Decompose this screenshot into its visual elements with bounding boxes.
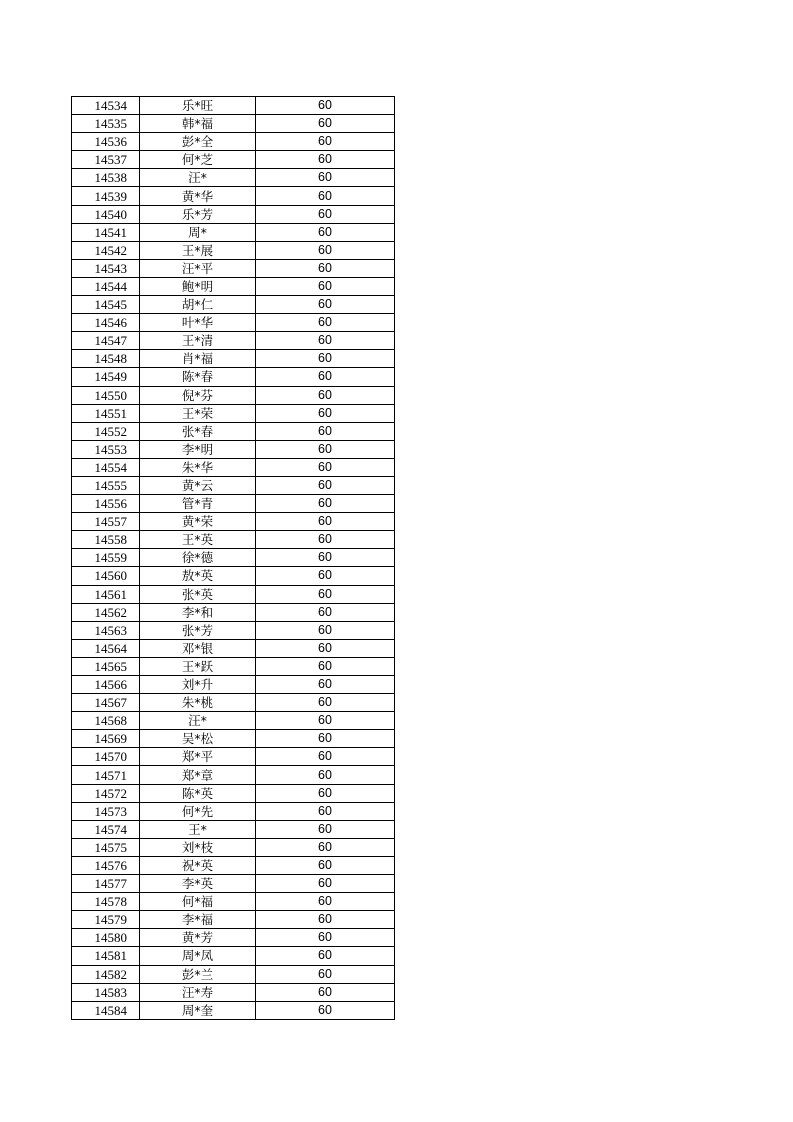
value-cell: 60 bbox=[256, 549, 395, 567]
name-cell: 朱*桃 bbox=[140, 694, 256, 712]
table-row bbox=[72, 875, 395, 893]
name-cell: 王*清 bbox=[140, 332, 256, 350]
name-cell: 朱*华 bbox=[140, 458, 256, 476]
row-id-cell: 14542 bbox=[72, 241, 140, 259]
name-cell: 张*英 bbox=[140, 585, 256, 603]
name-cell: 彭*全 bbox=[140, 133, 256, 151]
table-row bbox=[72, 820, 395, 838]
value-cell: 60 bbox=[256, 694, 395, 712]
value-cell: 60 bbox=[256, 386, 395, 404]
row-id-cell: 14569 bbox=[72, 730, 140, 748]
table-row bbox=[72, 657, 395, 675]
name-cell: 何*先 bbox=[140, 802, 256, 820]
table-row bbox=[72, 929, 395, 947]
table-row bbox=[72, 856, 395, 874]
name-cell: 陈*春 bbox=[140, 368, 256, 386]
value-cell: 60 bbox=[256, 115, 395, 133]
value-cell: 60 bbox=[256, 965, 395, 983]
value-cell: 60 bbox=[256, 133, 395, 151]
name-cell: 黄*华 bbox=[140, 187, 256, 205]
table-row bbox=[72, 784, 395, 802]
table-row bbox=[72, 151, 395, 169]
name-cell: 刘*升 bbox=[140, 676, 256, 694]
name-cell: 李*英 bbox=[140, 875, 256, 893]
row-id-cell: 14548 bbox=[72, 350, 140, 368]
row-id-cell: 14534 bbox=[72, 97, 140, 115]
value-cell: 60 bbox=[256, 495, 395, 513]
row-id-cell: 14554 bbox=[72, 458, 140, 476]
value-cell: 60 bbox=[256, 983, 395, 1001]
row-id-cell: 14562 bbox=[72, 603, 140, 621]
value-cell: 60 bbox=[256, 802, 395, 820]
name-cell: 韩*福 bbox=[140, 115, 256, 133]
value-cell: 60 bbox=[256, 929, 395, 947]
value-cell: 60 bbox=[256, 476, 395, 494]
value-cell: 60 bbox=[256, 856, 395, 874]
row-id-cell: 14536 bbox=[72, 133, 140, 151]
value-cell: 60 bbox=[256, 1001, 395, 1019]
name-cell: 郑*章 bbox=[140, 766, 256, 784]
row-id-cell: 14567 bbox=[72, 694, 140, 712]
name-cell: 王*跃 bbox=[140, 657, 256, 675]
value-cell: 60 bbox=[256, 621, 395, 639]
table-row bbox=[72, 277, 395, 295]
value-cell: 60 bbox=[256, 639, 395, 657]
value-cell: 60 bbox=[256, 97, 395, 115]
name-cell: 周*凤 bbox=[140, 947, 256, 965]
value-cell: 60 bbox=[256, 332, 395, 350]
table-row bbox=[72, 983, 395, 1001]
name-cell: 邓*银 bbox=[140, 639, 256, 657]
table-row bbox=[72, 531, 395, 549]
table-row bbox=[72, 440, 395, 458]
table-row bbox=[72, 676, 395, 694]
table-row bbox=[72, 241, 395, 259]
value-cell: 60 bbox=[256, 404, 395, 422]
row-id-cell: 14544 bbox=[72, 277, 140, 295]
table-row bbox=[72, 893, 395, 911]
value-cell: 60 bbox=[256, 368, 395, 386]
table-row bbox=[72, 495, 395, 513]
name-cell: 祝*英 bbox=[140, 856, 256, 874]
table-row bbox=[72, 476, 395, 494]
table-row bbox=[72, 259, 395, 277]
row-id-cell: 14576 bbox=[72, 856, 140, 874]
table-row bbox=[72, 802, 395, 820]
table-row bbox=[72, 115, 395, 133]
value-cell: 60 bbox=[256, 440, 395, 458]
value-cell: 60 bbox=[256, 838, 395, 856]
table-row bbox=[72, 205, 395, 223]
value-cell: 60 bbox=[256, 911, 395, 929]
name-cell: 黄*荣 bbox=[140, 513, 256, 531]
name-cell: 郑*平 bbox=[140, 748, 256, 766]
data-table bbox=[71, 96, 395, 1020]
row-id-cell: 14570 bbox=[72, 748, 140, 766]
table-body bbox=[72, 97, 395, 1020]
row-id-cell: 14579 bbox=[72, 911, 140, 929]
row-id-cell: 14566 bbox=[72, 676, 140, 694]
table-row bbox=[72, 332, 395, 350]
name-cell: 乐*芳 bbox=[140, 205, 256, 223]
value-cell: 60 bbox=[256, 603, 395, 621]
value-cell: 60 bbox=[256, 205, 395, 223]
table-row bbox=[72, 314, 395, 332]
row-id-cell: 14571 bbox=[72, 766, 140, 784]
name-cell: 叶*华 bbox=[140, 314, 256, 332]
value-cell: 60 bbox=[256, 513, 395, 531]
table-row bbox=[72, 187, 395, 205]
row-id-cell: 14540 bbox=[72, 205, 140, 223]
data-sheet bbox=[71, 96, 395, 1020]
row-id-cell: 14581 bbox=[72, 947, 140, 965]
name-cell: 黄*云 bbox=[140, 476, 256, 494]
name-cell: 徐*德 bbox=[140, 549, 256, 567]
row-id-cell: 14545 bbox=[72, 296, 140, 314]
row-id-cell: 14549 bbox=[72, 368, 140, 386]
value-cell: 60 bbox=[256, 730, 395, 748]
value-cell: 60 bbox=[256, 766, 395, 784]
value-cell: 60 bbox=[256, 169, 395, 187]
table-row bbox=[72, 748, 395, 766]
row-id-cell: 14550 bbox=[72, 386, 140, 404]
value-cell: 60 bbox=[256, 296, 395, 314]
value-cell: 60 bbox=[256, 567, 395, 585]
row-id-cell: 14553 bbox=[72, 440, 140, 458]
name-cell: 周*奎 bbox=[140, 1001, 256, 1019]
value-cell: 60 bbox=[256, 259, 395, 277]
value-cell: 60 bbox=[256, 676, 395, 694]
table-row bbox=[72, 223, 395, 241]
name-cell: 鲍*明 bbox=[140, 277, 256, 295]
row-id-cell: 14559 bbox=[72, 549, 140, 567]
value-cell: 60 bbox=[256, 875, 395, 893]
name-cell: 张*春 bbox=[140, 422, 256, 440]
row-id-cell: 14558 bbox=[72, 531, 140, 549]
name-cell: 倪*芬 bbox=[140, 386, 256, 404]
row-id-cell: 14541 bbox=[72, 223, 140, 241]
table-row bbox=[72, 621, 395, 639]
value-cell: 60 bbox=[256, 187, 395, 205]
row-id-cell: 14578 bbox=[72, 893, 140, 911]
table-row bbox=[72, 296, 395, 314]
row-id-cell: 14556 bbox=[72, 495, 140, 513]
value-cell: 60 bbox=[256, 820, 395, 838]
name-cell: 汪* bbox=[140, 712, 256, 730]
row-id-cell: 14575 bbox=[72, 838, 140, 856]
table-row bbox=[72, 603, 395, 621]
table-row bbox=[72, 1001, 395, 1019]
table-row bbox=[72, 422, 395, 440]
name-cell: 汪*平 bbox=[140, 259, 256, 277]
row-id-cell: 14574 bbox=[72, 820, 140, 838]
row-id-cell: 14535 bbox=[72, 115, 140, 133]
table-row bbox=[72, 965, 395, 983]
row-id-cell: 14561 bbox=[72, 585, 140, 603]
value-cell: 60 bbox=[256, 458, 395, 476]
table-row bbox=[72, 911, 395, 929]
table-row bbox=[72, 133, 395, 151]
row-id-cell: 14552 bbox=[72, 422, 140, 440]
value-cell: 60 bbox=[256, 277, 395, 295]
value-cell: 60 bbox=[256, 947, 395, 965]
name-cell: 汪*寿 bbox=[140, 983, 256, 1001]
name-cell: 王*荣 bbox=[140, 404, 256, 422]
name-cell: 敖*英 bbox=[140, 567, 256, 585]
value-cell: 60 bbox=[256, 712, 395, 730]
name-cell: 何*芝 bbox=[140, 151, 256, 169]
name-cell: 肖*福 bbox=[140, 350, 256, 368]
name-cell: 李*明 bbox=[140, 440, 256, 458]
row-id-cell: 14563 bbox=[72, 621, 140, 639]
name-cell: 王*英 bbox=[140, 531, 256, 549]
row-id-cell: 14555 bbox=[72, 476, 140, 494]
name-cell: 李*和 bbox=[140, 603, 256, 621]
table-row bbox=[72, 169, 395, 187]
row-id-cell: 14543 bbox=[72, 259, 140, 277]
value-cell: 60 bbox=[256, 422, 395, 440]
value-cell: 60 bbox=[256, 531, 395, 549]
name-cell: 汪* bbox=[140, 169, 256, 187]
row-id-cell: 14551 bbox=[72, 404, 140, 422]
table-row bbox=[72, 712, 395, 730]
value-cell: 60 bbox=[256, 151, 395, 169]
row-id-cell: 14560 bbox=[72, 567, 140, 585]
value-cell: 60 bbox=[256, 314, 395, 332]
row-id-cell: 14573 bbox=[72, 802, 140, 820]
value-cell: 60 bbox=[256, 585, 395, 603]
value-cell: 60 bbox=[256, 893, 395, 911]
table-row bbox=[72, 766, 395, 784]
row-id-cell: 14546 bbox=[72, 314, 140, 332]
table-row bbox=[72, 458, 395, 476]
table-row bbox=[72, 585, 395, 603]
name-cell: 张*芳 bbox=[140, 621, 256, 639]
name-cell: 何*福 bbox=[140, 893, 256, 911]
value-cell: 60 bbox=[256, 223, 395, 241]
value-cell: 60 bbox=[256, 784, 395, 802]
table-row bbox=[72, 694, 395, 712]
row-id-cell: 14580 bbox=[72, 929, 140, 947]
name-cell: 乐*旺 bbox=[140, 97, 256, 115]
table-row bbox=[72, 567, 395, 585]
row-id-cell: 14565 bbox=[72, 657, 140, 675]
row-id-cell: 14539 bbox=[72, 187, 140, 205]
row-id-cell: 14557 bbox=[72, 513, 140, 531]
value-cell: 60 bbox=[256, 748, 395, 766]
table-row bbox=[72, 947, 395, 965]
row-id-cell: 14568 bbox=[72, 712, 140, 730]
row-id-cell: 14547 bbox=[72, 332, 140, 350]
table-row bbox=[72, 368, 395, 386]
name-cell: 彭*兰 bbox=[140, 965, 256, 983]
name-cell: 王* bbox=[140, 820, 256, 838]
table-row bbox=[72, 730, 395, 748]
table-row bbox=[72, 350, 395, 368]
name-cell: 刘*枝 bbox=[140, 838, 256, 856]
name-cell: 吴*松 bbox=[140, 730, 256, 748]
name-cell: 黄*芳 bbox=[140, 929, 256, 947]
value-cell: 60 bbox=[256, 241, 395, 259]
row-id-cell: 14537 bbox=[72, 151, 140, 169]
row-id-cell: 14572 bbox=[72, 784, 140, 802]
table-row bbox=[72, 386, 395, 404]
table-row bbox=[72, 513, 395, 531]
name-cell: 李*福 bbox=[140, 911, 256, 929]
value-cell: 60 bbox=[256, 657, 395, 675]
name-cell: 王*展 bbox=[140, 241, 256, 259]
name-cell: 胡*仁 bbox=[140, 296, 256, 314]
table-row bbox=[72, 549, 395, 567]
name-cell: 管*青 bbox=[140, 495, 256, 513]
name-cell: 周* bbox=[140, 223, 256, 241]
row-id-cell: 14583 bbox=[72, 983, 140, 1001]
row-id-cell: 14564 bbox=[72, 639, 140, 657]
row-id-cell: 14577 bbox=[72, 875, 140, 893]
row-id-cell: 14582 bbox=[72, 965, 140, 983]
value-cell: 60 bbox=[256, 350, 395, 368]
row-id-cell: 14538 bbox=[72, 169, 140, 187]
name-cell: 陈*英 bbox=[140, 784, 256, 802]
row-id-cell: 14584 bbox=[72, 1001, 140, 1019]
table-row bbox=[72, 838, 395, 856]
table-row bbox=[72, 404, 395, 422]
table-row bbox=[72, 97, 395, 115]
table-row bbox=[72, 639, 395, 657]
